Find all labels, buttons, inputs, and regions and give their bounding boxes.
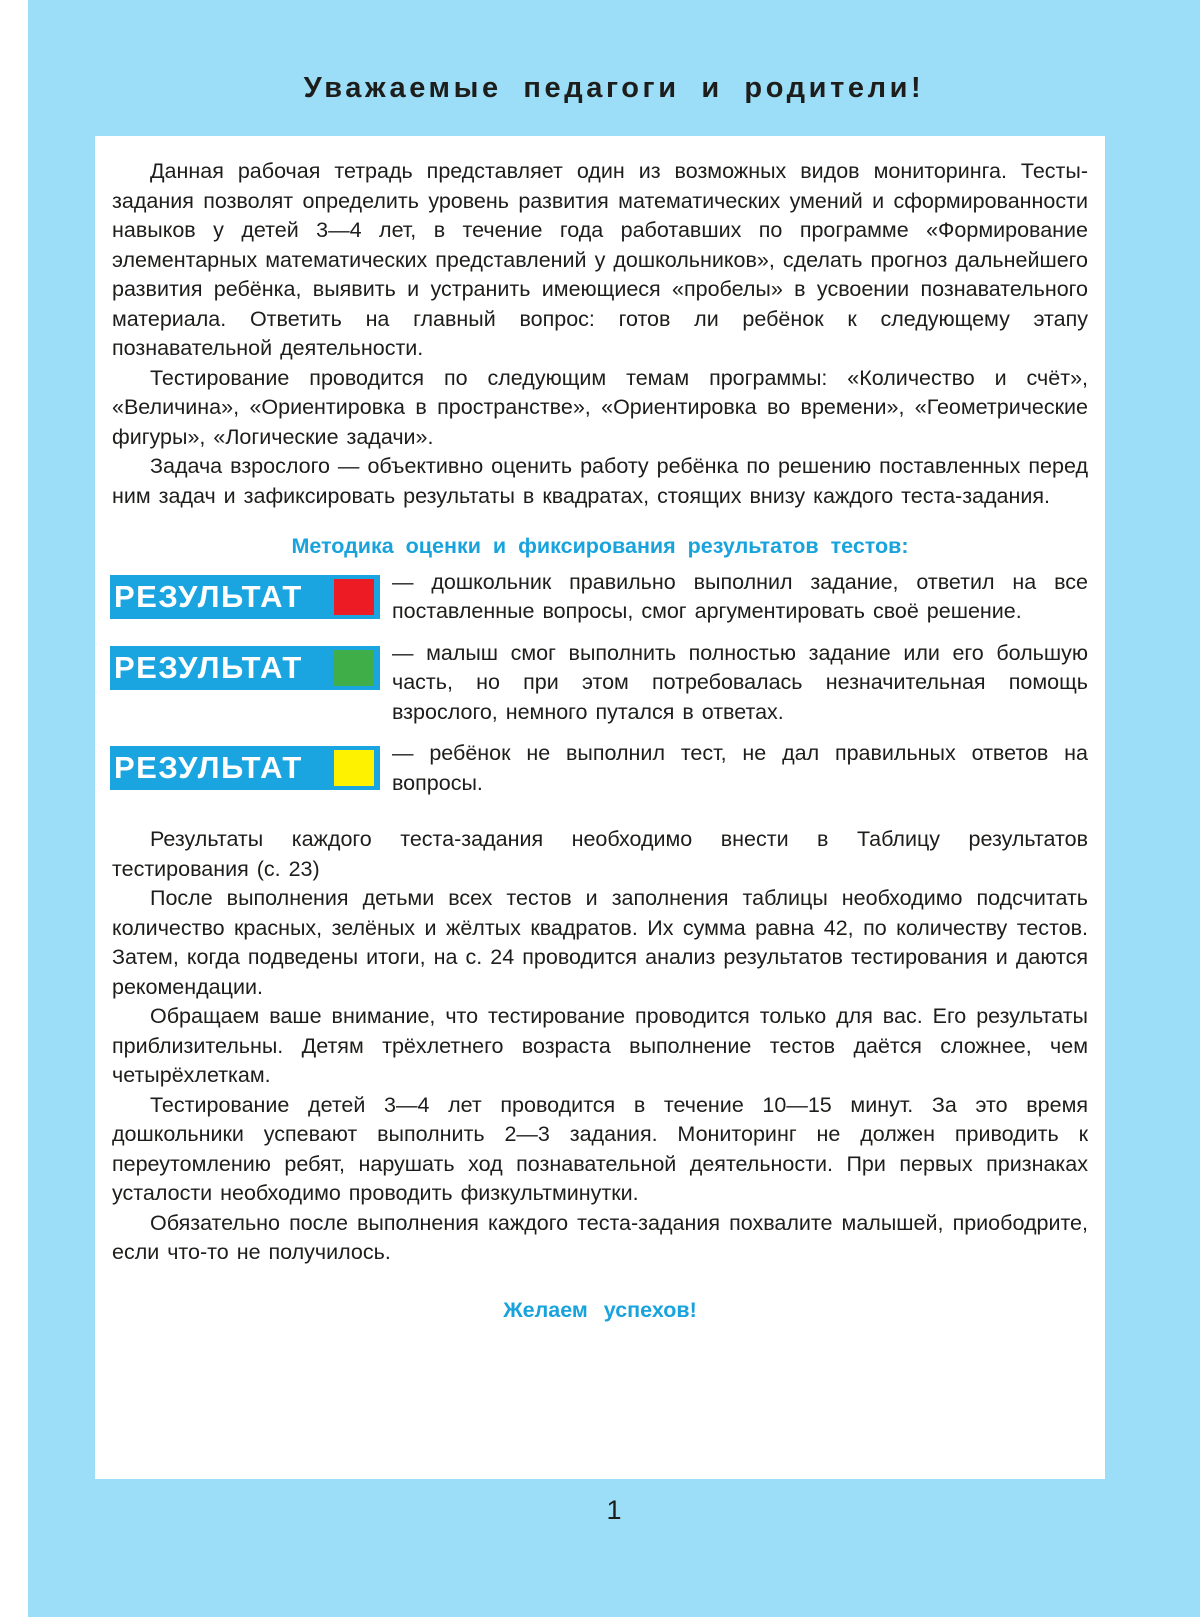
intro-paragraph-1: Данная рабочая тетрадь представляет один из возможных видов мониторинга. Тесты-задания позволят определить уровень развития математических умений и сформированности навыков у детей 3—4 лет, в течение года работавших по программе «Формирование элементарных математических представлений у дошкольников», сделать прогноз дальнейшего развития ребёнка, выявить и устранить имеющиеся «пробелы» в усвоении познавательного материала. Ответить на главный вопрос: готов ли ребёнок к следующему этапу познавательной деятельности. (112, 159, 1088, 360)
result-badge-label: РЕЗУЛЬТАТ (114, 649, 303, 685)
result-row-red (112, 568, 1088, 627)
content-panel (95, 136, 1105, 1479)
result-badge-label: РЕЗУЛЬТАТ (114, 750, 303, 785)
closing-paragraph-4: Тестирование детей 3—4 лет проводится в течение 10—15 минут. За это время дошкольники успевают выполнить 2—3 задания. Мониторинг не должен приводить к переутомлению ребят, нарушать ход познавательной деятельности. При первых признаках усталости необходимо проводить физкультминутки. (112, 1092, 1088, 1205)
result-row-green (112, 639, 1088, 728)
closing-paragraph-5: Обязательно после выполнения каждого теста-задания похвалите малышей, приободрите, если что-то не получилось. (112, 1210, 1088, 1264)
yellow-square-icon (334, 750, 374, 786)
closing-paragraph-3: Обращаем ваше внимание, что тестирование проводится только для вас. Его результаты приблизительны. Детям трёхлетнего возраста выполнение тестов даётся сложнее, чем четырёхлеткам. (112, 1004, 1088, 1087)
result-badge-label: РЕЗУЛЬТАТ (114, 578, 303, 614)
page-number: 1 (606, 1495, 622, 1525)
closing-paragraph-1: Результаты каждого теста-задания необходимо внести в Таблицу результатов тестирования (с. 23) (112, 827, 1088, 881)
result-description-yellow: — ребёнок не выполнил тест, не дал правильных ответов на вопросы. (392, 741, 1088, 795)
method-heading: Методика оценки и фиксирования результатов тестов: (291, 534, 909, 558)
red-square-icon (334, 579, 374, 615)
result-description-red: — дошкольник правильно выполнил задание, ответил на все поставленные вопросы, смог аргументировать своё решение. (392, 569, 1088, 623)
result-description-green: — малыш смог выполнить полностью задание или его большую часть, но при этом потребовалась незначительная помощь взрослого, немного путался в ответах. (392, 640, 1088, 724)
intro-paragraph-2: Тестирование проводится по следующим темам программы: «Количество и счёт», «Величина», «Ориентировка в пространстве», «Ориентировка во времени», «Геометрические фигуры», «Логические задачи». (112, 365, 1088, 449)
result-badge-red (110, 575, 380, 619)
result-badge-green (110, 646, 380, 690)
page-title: Уважаемые педагоги и родители! (303, 72, 925, 104)
closing-wish: Желаем успехов! (503, 1297, 697, 1322)
result-badge-yellow (110, 746, 380, 790)
result-row-yellow (112, 739, 1088, 798)
closing-paragraph-2: После выполнения детьми всех тестов и заполнения таблицы необходимо подсчитать количество красных, зелёных и жёлтых квадратов. Их сумма равна 42, по количеству тестов. Затем, когда подведены итоги, на с. 24 проводится анализ результатов тестирования и даются рекомендации. (112, 886, 1088, 999)
intro-paragraph-3: Задача взрослого — объективно оценить работу ребёнка по решению поставленных перед ним задач и зафиксировать результаты в квадратах, стоящих внизу каждого теста-задания. (112, 454, 1088, 508)
green-square-icon (334, 650, 374, 686)
content-body (112, 157, 1088, 1323)
